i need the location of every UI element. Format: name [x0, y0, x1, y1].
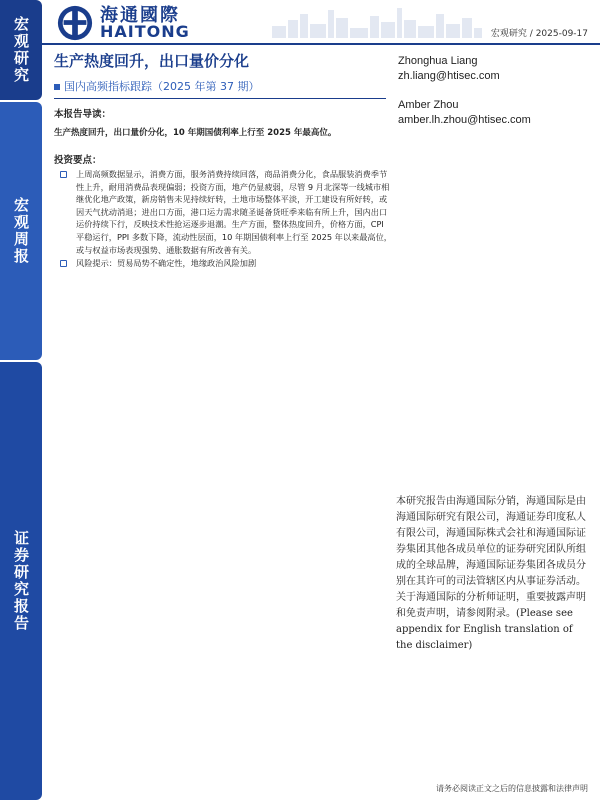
- intro-heading: 本报告导读：: [54, 109, 112, 120]
- square-bullet-icon: [54, 84, 60, 90]
- sidebar-tag-macro-weekly: 宏观周报: [0, 102, 42, 360]
- key-points-heading: 投资要点：: [54, 155, 102, 166]
- bullet-icon: [60, 171, 67, 178]
- report-title: 生产热度回升，出口量价分化: [54, 52, 250, 70]
- author-name: Zhonghua Liang: [398, 55, 478, 67]
- author-item: [398, 54, 588, 84]
- brand-name-cn: 海通國際: [100, 5, 180, 26]
- authors-block: [398, 54, 588, 142]
- key-point-text: 上周高频数据显示，消费方面，服务消费持续回落，商品消费分化，食品服装消费季节性上升，耐用消费品表现偏弱；投资方面，地产仍显疲弱，尽管 9 月北深等一线城市相继优化地产政策，新房销售未见持续好转，土地市场整体平淡，开工建设有所好转，或因天气扰动消退；进出口方面，港口运力需求随圣诞备货旺季来临有所上升，国内出口运价持续下行，反映技术性抢运逐步退潮。生产方面，整体热度回升，价格方面，CPI 平稳运行，PPI 多数下降，流动性层面，10 年期国债利率上行至 2025 年以来最高位，或与权益市场表现强势、通胀数据有所改善有关。: [76, 169, 392, 255]
- sidebar-tag-macro-research: 宏观研究: [0, 0, 42, 100]
- list-item: [54, 168, 394, 256]
- key-points-list: [54, 168, 394, 271]
- report-subtitle: [54, 78, 259, 94]
- sidebar-tag-securities-report: 证券研究报告: [0, 362, 42, 800]
- page-header: [42, 0, 600, 44]
- city-skyline-icon: [272, 6, 482, 38]
- brand-name-en: HAITONG: [100, 22, 190, 41]
- report-subtitle-text: 国内高频指标跟踪（2025 年第 37 期）: [64, 80, 260, 93]
- list-item: [54, 257, 394, 270]
- author-email[interactable]: zh.liang@htisec.com: [398, 70, 500, 82]
- header-separator: /: [529, 29, 536, 39]
- intro-text: 生产热度回升，出口量价分化，10 年期国债利率上行至 2025 年最高位。: [54, 128, 337, 138]
- risk-warning-text: 风险提示：贸易局势不确定性，地缘政治风险加剧: [76, 258, 257, 269]
- title-divider: [54, 98, 386, 99]
- author-email[interactable]: amber.lh.zhou@htisec.com: [398, 114, 531, 126]
- disclaimer-text: 本研究报告由海通国际分销，海通国际是由海通国际研究有限公司，海通证券印度私人有限公司，海通国际株式会社和海通国际证券集团其他各成员单位的证券研究团队所组成的全球品牌，海通国际证券集团各成员分别在其许可的司法管辖区内从事证券活动。关于海通国际的分析师证明，重要披露声明和免责声明，请参阅附录。(Please see appendix for English translation of the disclaimer): [396, 496, 586, 651]
- header-rule: [42, 43, 600, 45]
- author-name: Amber Zhou: [398, 99, 459, 111]
- bullet-icon: [60, 260, 67, 267]
- header-date: 2025-09-17: [535, 29, 588, 39]
- sidebar: [0, 0, 42, 800]
- header-category: 宏观研究: [490, 29, 527, 39]
- footer-notice: 请务必阅读正文之后的信息披露和法律声明: [436, 784, 588, 793]
- header-meta: [491, 26, 588, 39]
- haitong-logo-icon: [56, 4, 94, 42]
- author-item: [398, 98, 588, 128]
